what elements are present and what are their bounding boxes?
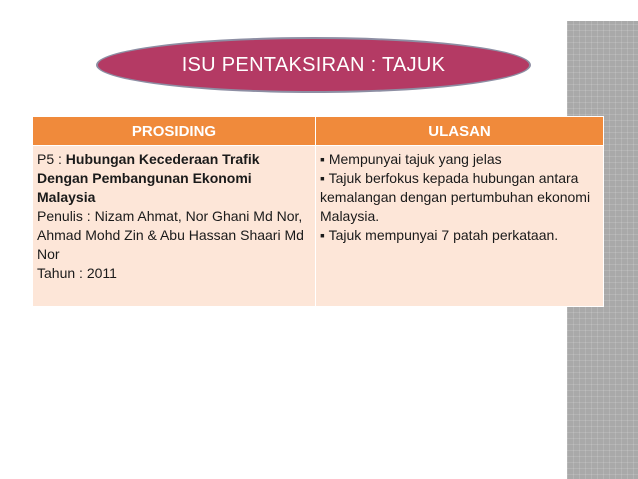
ulasan-point-1: ▪ Mempunyai tajuk yang jelas [320,151,502,167]
table-row [33,146,604,307]
slide-title-banner [96,37,531,93]
review-table [32,116,604,307]
side-strip-top-accent [567,0,638,21]
header-prosiding: PROSIDING [33,117,316,146]
table-header-row [33,117,604,146]
paper-code: P5 : [37,151,66,167]
header-ulasan: ULASAN [316,117,604,146]
ulasan-cell [316,146,604,307]
paper-authors: Penulis : Nizam Ahmat, Nor Ghani Md Nor, Ahmad Mohd Zin & Abu Hassan Shaari Md Nor [37,208,304,262]
paper-title: Hubungan Kecederaan Trafik Dengan Pembangunan Ekonomi Malaysia [37,151,260,205]
slide-title: ISU PENTAKSIRAN : TAJUK [181,53,446,76]
paper-year: Tahun : 2011 [37,265,117,281]
ulasan-point-2: ▪ Tajuk berfokus kepada hubungan antara kemalangan dengan pertumbuhan ekonomi Malaysia. [320,170,591,224]
prosiding-cell [33,146,316,307]
ulasan-point-3: ▪ Tajuk mempunyai 7 patah perkataan. [320,227,559,243]
